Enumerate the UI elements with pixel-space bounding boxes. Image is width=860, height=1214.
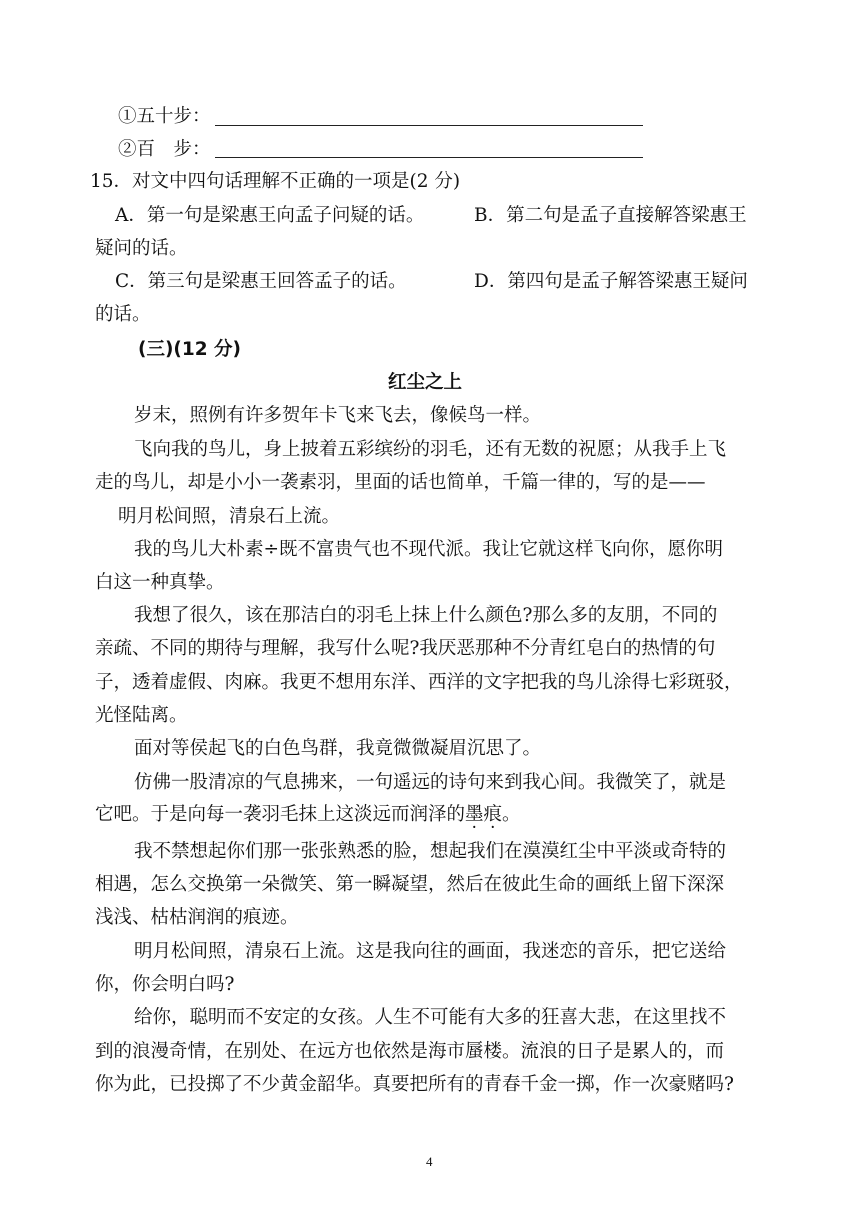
blank-label-2: ②百 步： [118, 139, 211, 160]
option-d-line1: D．第四句是孟子解答梁惠王疑问 [474, 271, 748, 292]
text-line: 飞向我的鸟儿，身上披着五彩缤纷的羽毛，还有无数的祝愿；从我手上飞 [134, 439, 727, 460]
text-line: 相遇，怎么交换第一朵微笑、第一瞬凝望，然后在彼此生命的画纸上留下深深 [95, 874, 725, 895]
text-line: 你，你会明白吗? [95, 974, 235, 995]
text-line-emphasis: 它吧。于是向每一袭羽毛抹上这淡远而润泽的墨痕。 [95, 804, 521, 825]
text-line: 给你，聪明而不安定的女孩。人生不可能有大多的狂喜大悲，在这里找不 [134, 1007, 727, 1028]
option-a: A．第一句是梁惠王向孟子问疑的话。 [115, 205, 425, 226]
text-line: 面对等侯起飞的白色鸟群，我竟微微凝眉沉思了。 [134, 738, 542, 759]
option-b-line2: 疑问的话。 [95, 238, 188, 259]
text-line: 仿佛一股清凉的气息拂来，一句遥远的诗句来到我心间。我微笑了，就是 [134, 772, 727, 793]
text-line: 岁末，照例有许多贺年卡飞来飞去，像候鸟一样。 [134, 405, 542, 426]
page-number: 4 [426, 1154, 433, 1169]
text-line: 到的浪漫奇情，在别处、在远方也依然是海市蜃楼。流浪的日子是累人的，而 [95, 1041, 725, 1062]
answer-blank-1[interactable] [215, 125, 643, 126]
text-line: 你为此，已投掷了不少黄金韶华。真要把所有的青春千金一掷，作一次豪赌吗? [95, 1074, 734, 1095]
blank-label-1: ①五十步： [118, 106, 211, 127]
text-line: 我的鸟儿大朴素÷既不富贵气也不现代派。我让它就这样飞向你，愿你明 [134, 539, 724, 560]
text-line: 光怪陆离。 [95, 705, 188, 726]
text-line: 走的鸟儿，却是小小一袭素羽，里面的话也简单，千篇一律的，写的是—— [95, 472, 706, 493]
option-d-line2: 的话。 [95, 304, 151, 325]
emphasis-char: 痕 [483, 804, 503, 825]
text-line: 白这一种真挚。 [95, 572, 225, 593]
text-line: 我想了很久，该在那洁白的羽毛上抹上什么颜色?那么多的友朋，不同的 [134, 605, 718, 626]
emphasis-char: 墨 [465, 804, 484, 825]
text-line: 明月松间照，清泉石上流。这是我向往的画面，我迷恋的音乐，把它送给 [134, 941, 727, 962]
text-line: 我不禁想起你们那一张张熟悉的脸，想起我们在漠漠红尘中平淡或奇特的 [134, 841, 727, 862]
section-heading: (三)(12 分) [138, 339, 242, 360]
article-title: 红尘之上 [388, 372, 463, 393]
text-line: 子，透着虚假、肉麻。我更不想用东洋、西洋的文字把我的鸟儿涂得七彩斑驳， [95, 672, 743, 693]
option-c: C．第三句是梁惠王回答孟子的话。 [115, 271, 407, 292]
question-15-stem: 15．对文中四句话理解不正确的一项是(2 分) [90, 171, 461, 192]
text-line: 明月松间照，清泉石上流。 [118, 506, 341, 527]
text-line: 浅浅、枯枯润润的痕迹。 [95, 907, 299, 928]
option-b-line1: B．第二句是孟子直接解答梁惠王 [474, 205, 747, 226]
text-line: 亲疏、不同的期待与理解，我写什么呢?我厌恶那种不分青红皂白的热情的句 [95, 638, 716, 659]
answer-blank-2[interactable] [215, 157, 643, 158]
